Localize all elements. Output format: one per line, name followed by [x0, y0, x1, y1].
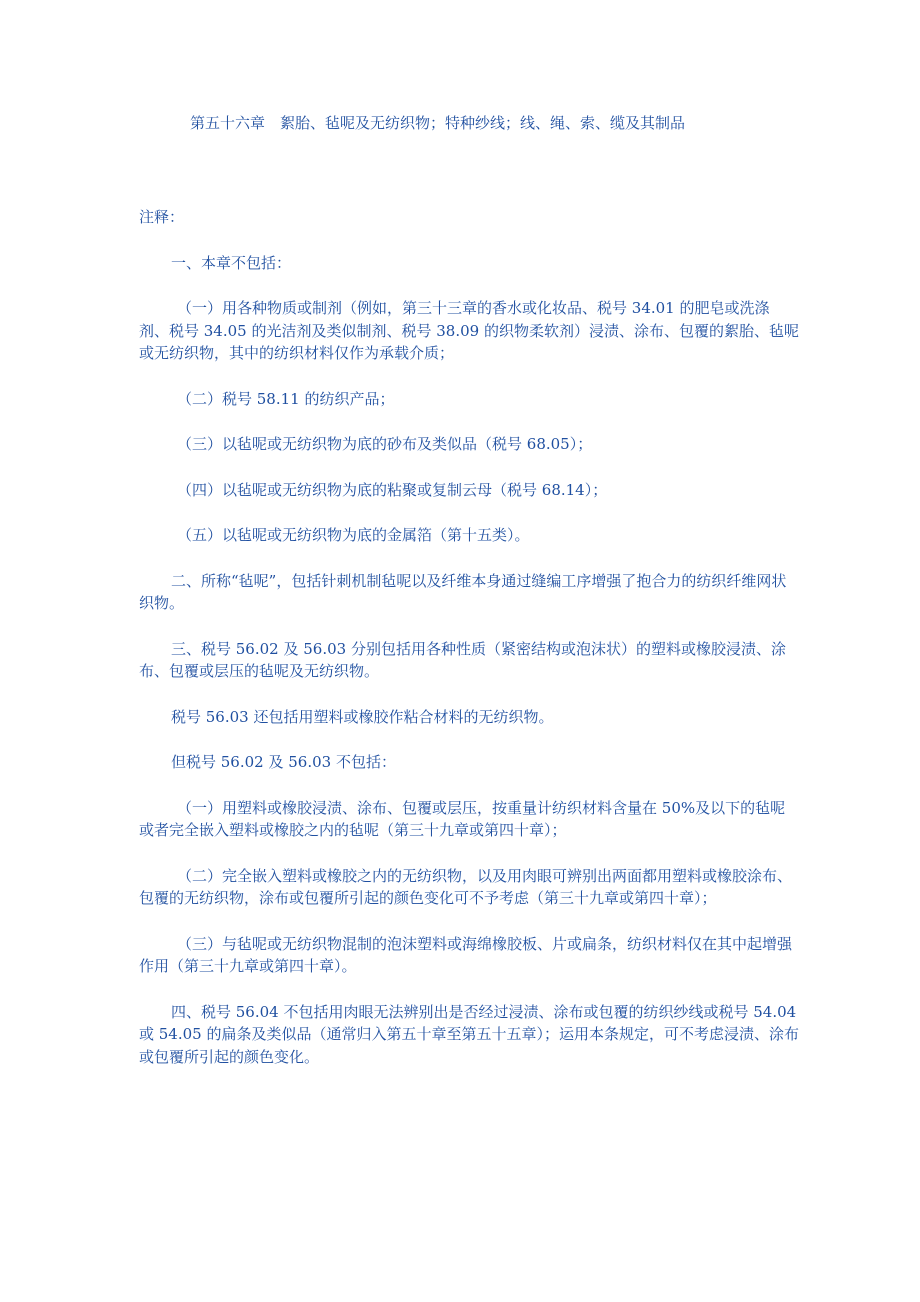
paragraph-note-1-item-2: （二）税号 58.11 的纺织产品； [177, 389, 395, 408]
paragraph-note-1-item-5: （五）以毡呢或无纺织物为底的金属箔（第十五类）。 [177, 526, 530, 544]
paragraph-note-3-item-1: （一）用塑料或橡胶浸渍、涂布、包覆或层压，按重量计纺织材料含量在 50%及以下的毡呢或者完全嵌入塑料或橡胶之内的毡呢（第三十九章或第四十章）； [139, 798, 786, 839]
paragraph-note-3-item-3: （三）与毡呢或无纺织物混制的泡沫塑料或海绵橡胶板、片或扁条，纺织材料仅在其中起增强作用（第三十九章或第四十章）。 [139, 934, 793, 975]
paragraph-note-3-exclusions: 但税号 56.02 及 56.03 不包括： [171, 753, 396, 771]
paragraph-note-1-item-4: （四）以毡呢或无纺织物为底的粘聚或复制云母（税号 68.14）； [177, 480, 608, 499]
paragraph-note-1-item-3: （三）以毡呢或无纺织物为底的砂布及类似品（税号 68.05）； [177, 435, 593, 453]
paragraph-note-3-item-2: （二）完全嵌入塑料或橡胶之内的无纺织物，以及用肉眼可辨别出两面都用塑料或橡胶涂布、包覆的无纺织物，涂布或包覆所引起的颜色变化可不予考虑（第三十九章或第四十章）； [139, 866, 793, 907]
paragraph-note-1-item-1: （一）用各种物质或制剂（例如，第三十三章的香水或化妆品、税号 34.01 的肥皂或洗涤剂、税号 34.05 的光洁剂及类似制剂、税号 38.09 的织物柔软剂）浸渍、涂布、包覆的絮胎、毡呢或无纺织物，其中的纺织材料仅作为承载介质； [139, 299, 799, 362]
chapter-title: 第五十六章 絮胎、毡呢及无纺织物；特种纱线；线、绳、索、缆及其制品 [190, 114, 686, 132]
document-body [139, 206, 799, 1091]
paragraph-note-4: 四、税号 56.04 不包括用肉眼无法辨别出是否经过浸渍、涂布或包覆的纺织纱线或税号 54.04 或 54.05 的扁条及类似品（通常归入第五十章至第五十五章）；运用本条规定，可不考虑浸渍、涂布或包覆所引起的颜色变化。 [139, 1002, 799, 1066]
paragraph-note-3: 三、税号 56.02 及 56.03 分别包括用各种性质（紧密结构或泡沫状）的塑料或橡胶浸渍、涂布、包覆或层压的毡呢及无纺织物。 [139, 639, 786, 680]
paragraph-note-3-extra: 税号 56.03 还包括用塑料或橡胶作粘合材料的无纺织物。 [171, 707, 554, 726]
paragraph-note-2: 二、所称“毡呢”，包括针刺机制毡呢以及纤维本身通过缝编工序增强了抱合力的纺织纤维网状织物。 [139, 571, 787, 612]
notes-label: 注释： [139, 208, 185, 226]
paragraph-note-1: 一、本章不包括： [171, 253, 292, 272]
